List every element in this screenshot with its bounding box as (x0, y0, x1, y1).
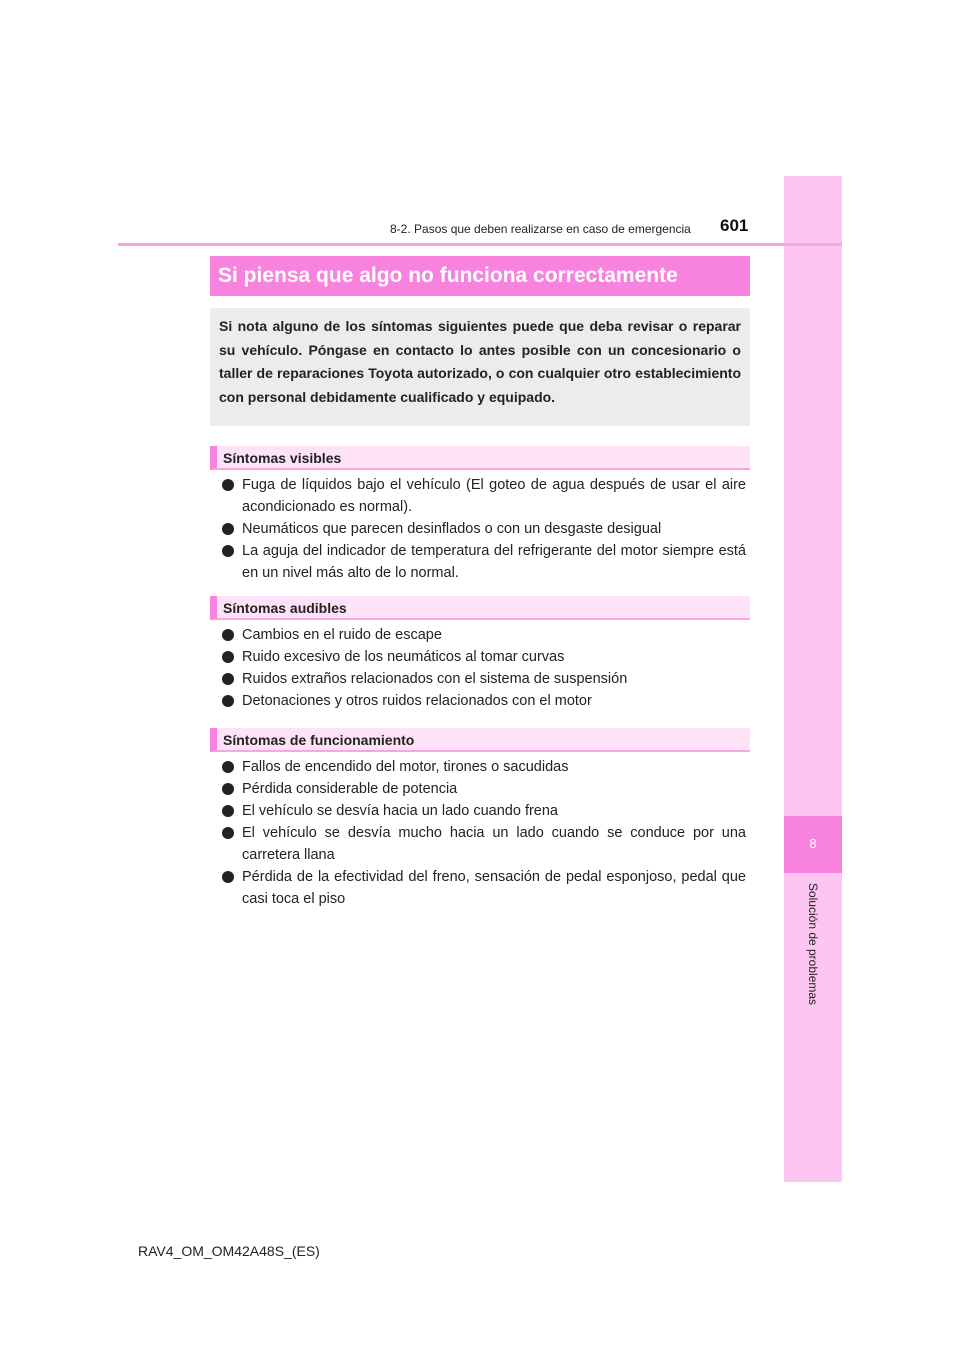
bullet-icon (222, 805, 234, 817)
list-item: Fuga de líquidos bajo el vehículo (El goteo de agua después de usar el aire acondicionado es normal). (222, 474, 746, 518)
section-heading-operation: Síntomas de funcionamiento (210, 728, 750, 752)
bullet-icon (222, 695, 234, 707)
bullet-icon (222, 479, 234, 491)
list-item: El vehículo se desvía hacia un lado cuando frena (222, 800, 746, 822)
list-item: El vehículo se desvía mucho hacia un lado cuando se conduce por una carretera llana (222, 822, 746, 866)
section-heading-visible: Síntomas visibles (210, 446, 750, 470)
list-item: Pérdida de la efectividad del freno, sensación de pedal esponjoso, pedal que casi toca el piso (222, 866, 746, 910)
bullet-icon (222, 629, 234, 641)
bullet-icon (222, 783, 234, 795)
list-item: Ruido excesivo de los neumáticos al tomar curvas (222, 646, 746, 668)
list-audible (222, 624, 746, 712)
list-item: La aguja del indicador de temperatura del refrigerante del motor siempre está en un nivel más alto de lo normal. (222, 540, 746, 584)
chapter-side-tab (784, 176, 842, 1182)
list-item: Cambios en el ruido de escape (222, 624, 746, 646)
bullet-icon (222, 673, 234, 685)
chapter-number: 8 (809, 836, 817, 851)
list-item: Neumáticos que parecen desinflados o con un desgaste desigual (222, 518, 746, 540)
bullet-icon (222, 545, 234, 557)
bullet-icon (222, 827, 234, 839)
list-operation (222, 756, 746, 910)
intro-box: Si nota alguno de los síntomas siguientes puede que deba revisar o reparar su vehículo. Póngase en contacto lo antes posible con un concesionario o taller de reparaciones Toyota autorizado, o con cualquier otro establecimiento con personal debidamente cualificado y equipado. (210, 308, 750, 426)
header-rule (118, 243, 842, 246)
section-heading-audible: Síntomas audibles (210, 596, 750, 620)
document-code: RAV4_OM_OM42A48S_(ES) (138, 1243, 320, 1259)
list-visible (222, 474, 746, 584)
list-item: Fallos de encendido del motor, tirones o sacudidas (222, 756, 746, 778)
section-path: 8-2. Pasos que deben realizarse en caso de emergencia (390, 222, 691, 236)
list-item: Pérdida considerable de potencia (222, 778, 746, 800)
list-item: Detonaciones y otros ruidos relacionados con el motor (222, 690, 746, 712)
list-item: Ruidos extraños relacionados con el sistema de suspensión (222, 668, 746, 690)
bullet-icon (222, 871, 234, 883)
chapter-label: Solución de problemas (806, 882, 820, 1006)
bullet-icon (222, 651, 234, 663)
page-number: 601 (720, 216, 749, 235)
bullet-icon (222, 761, 234, 773)
page-title: Si piensa que algo no funciona correctamente (210, 256, 750, 296)
bullet-icon (222, 523, 234, 535)
